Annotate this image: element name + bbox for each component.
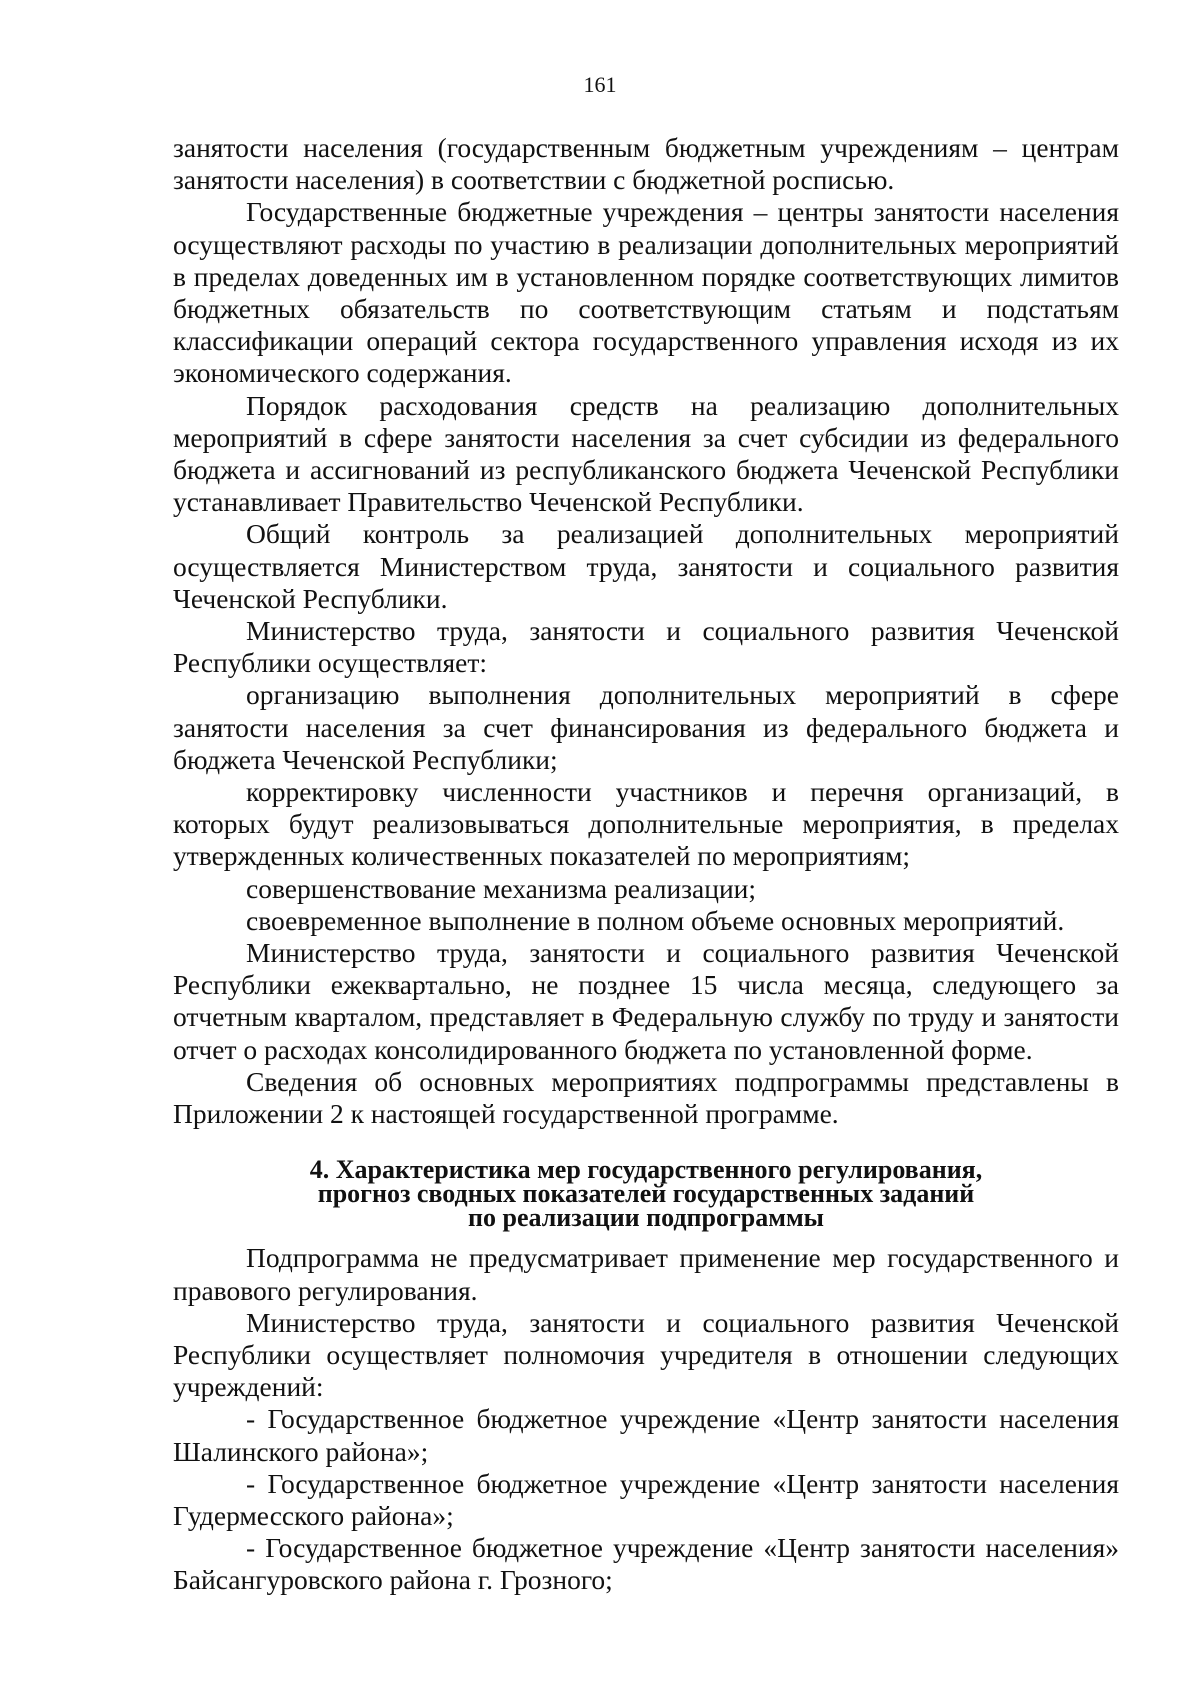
section-heading-line: 4. Характеристика мер государственного регулирования, <box>309 1155 983 1185</box>
paragraph: Порядок расходования средств на реализацию дополнительных мероприятий в сфере занятости населения за счет субсидии из федерального бюджета и ассигнований из республиканского бюджета Чеченской Республики устанавливает Правительство Чеченской Республики. <box>173 389 1119 518</box>
paragraph: Подпрограмма не предусматривает применение мер государственного и правового регулирования. <box>173 1242 1119 1306</box>
section-heading-line: по реализации подпрограммы <box>468 1203 824 1233</box>
list-paragraph: своевременное выполнение в полном объеме основных мероприятий. <box>246 904 1065 936</box>
paragraph: занятости населения (государственным бюджетным учреждениям – центрам занятости населения) в соответствии с бюджетной росписью. <box>173 132 1119 196</box>
institution-list-item: - Государственное бюджетное учреждение «Центр занятости населения Гудермесского района»; <box>173 1467 1119 1531</box>
paragraph: Государственные бюджетные учреждения – центры занятости населения осуществляют расходы по участию в реализации дополнительных мероприятий в пределах доведенных им в установленном порядке соответствующих лимитов бюджетных обязательств по соответствующим статьям и подстатьям классификации операций сектора государственного управления исходя из их экономического содержания. <box>173 196 1119 389</box>
institution-list-item: - Государственное бюджетное учреждение «Центр занятости населения Шалинского района»; <box>173 1403 1119 1467</box>
list-paragraph: корректировку численности участников и перечня организаций, в которых будут реализовываться дополнительные мероприятия, в пределах утвержденных количественных показателей по мероприятиям; <box>173 776 1119 872</box>
document-body <box>173 132 1119 1597</box>
list-paragraph: совершенствование механизма реализации; <box>246 872 757 904</box>
paragraph: Общий контроль за реализацией дополнительных мероприятий осуществляется Министерством труда, занятости и социального развития Чеченской Республики. <box>173 518 1119 614</box>
page-number: 161 <box>583 72 617 97</box>
paragraph: Сведения об основных мероприятиях подпрограммы представлены в Приложении 2 к настоящей государственной программе. <box>173 1065 1119 1130</box>
section-heading-line: прогноз сводных показателей государственных заданий <box>317 1179 975 1209</box>
paragraph: Министерство труда, занятости и социального развития Чеченской Республики осуществляет: <box>173 615 1119 679</box>
paragraph: Министерство труда, занятости и социального развития Чеченской Республики осуществляет полномочия учредителя в отношении следующих учреждений: <box>173 1306 1119 1403</box>
section-heading <box>173 1155 1119 1233</box>
list-paragraph: организацию выполнения дополнительных мероприятий в сфере занятости населения за счет финансирования из федерального бюджета и бюджета Чеченской Республики; <box>173 679 1119 775</box>
institution-list-item: - Государственное бюджетное учреждение «Центр занятости населения» Байсангуровского района г. Грозного; <box>173 1532 1119 1596</box>
paragraph: Министерство труда, занятости и социального развития Чеченской Республики ежеквартально, не позднее 15 числа месяца, следующего за отчетным кварталом, представляет в Федеральную службу по труду и занятости отчет о расходах консолидированного бюджета по установленной форме. <box>173 937 1119 1065</box>
